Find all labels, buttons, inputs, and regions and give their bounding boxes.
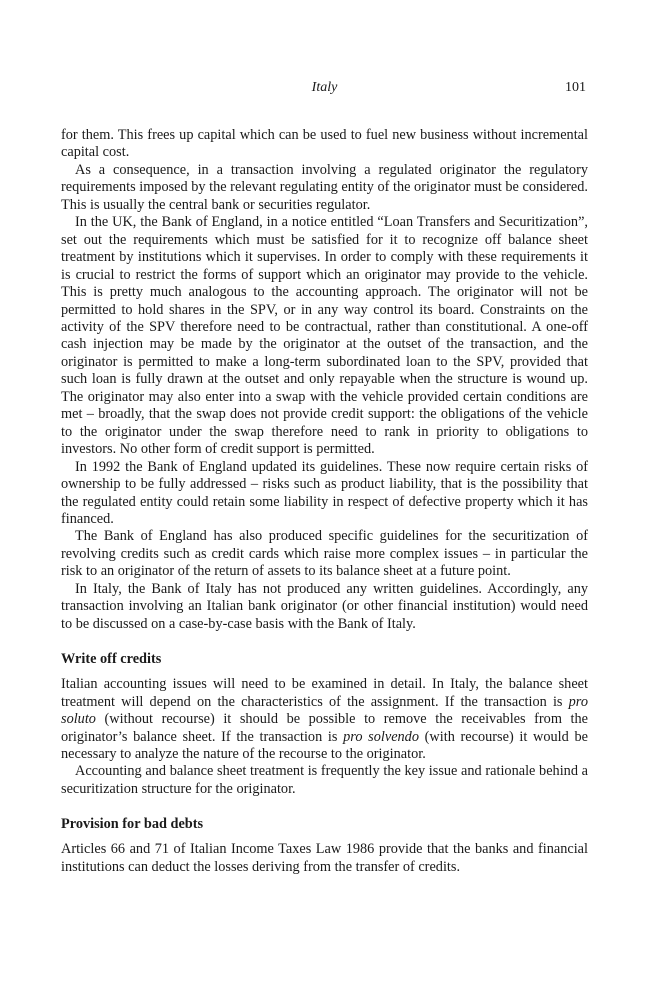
paragraph: In Italy, the Bank of Italy has not produced any written guidelines. Accordingly, any transaction involving an Italian bank originator (or other financial institution) would need to be discussed on a case-by-case basis with the Bank of Italy. — [61, 580, 588, 632]
text-run: Italian accounting issues will need to be examined in detail. In Italy, the balance sheet treatment will depend on the characteristics of the assignment. If the transaction is — [61, 676, 588, 710]
text-run: (with recourse) it would be necessary to analyze the nature of the recourse to the originator. — [61, 728, 588, 762]
italic-term: pro soluto — [61, 693, 588, 728]
body-text — [61, 127, 588, 876]
paragraph: The Bank of England has also produced specific guidelines for the securitization of revolving credits such as credit cards which raise more complex issues – in particular the risk to an originator of the return of assets to its balance sheet at a future point. — [61, 528, 588, 580]
running-head — [61, 80, 588, 100]
paragraph: As a consequence, in a transaction involving a regulated originator the regulatory requirements imposed by the relevant regulating entity of the originator must be considered. This is usually the central bank or securities regulator. — [61, 161, 588, 213]
paragraph: Accounting and balance sheet treatment is frequently the key issue and rationale behind a securitization structure for the originator. — [61, 763, 588, 797]
paragraph: for them. This frees up capital which can be used to fuel new business without incremental capital cost. — [61, 127, 588, 161]
paragraph — [61, 676, 588, 763]
text-run: (without recourse) it should be possible to remove the receivables from the originator’s balance sheet. If the transaction is — [61, 711, 588, 745]
section-heading-write-off-credits: Write off credits — [61, 651, 162, 668]
paragraph: In 1992 the Bank of England updated its guidelines. These now require certain risks of ownership to be fully addressed – risks such as product liability, that is the possibility that the regulated entity could retain some liability in respect of defective property which it has financed. — [61, 458, 588, 527]
running-title: Italy — [311, 80, 338, 95]
paragraph: In the UK, the Bank of England, in a notice entitled “Loan Transfers and Securitization”, set out the requirements which must be satisfied for it to recognize off balance sheet treatment by institutions which it supervises. In order to comply with these requirements it is crucial to restrict the forms of support which an originator may provide to the vehicle. This is pretty much analogous to the accounting approach. The originator will not be permitted to hold shares in the SPV, or in any way control its board. Constraints on the activity of the SPV therefore need to be contractual, rather than constitutional. A one-off cash injection may be made by the originator at the outset of the transaction, and the originator is permitted to make a long-term subordinated loan to the SPV, provided that such loan is fully drawn at the outset and only repayable when the structure is wound up. The originator may also enter into a swap with the vehicle provided certain conditions are met – broadly, that the swap does not provide credit support: the obligations of the vehicle to the originator under the swap therefore need to rank in priority to obligations to investors. No other form of credit support is permitted. — [61, 214, 588, 458]
section-heading-provision-for-bad-debts: Provision for bad debts — [61, 816, 204, 833]
paragraph: Articles 66 and 71 of Italian Income Taxes Law 1986 provide that the banks and financial institutions can deduct the losses deriving from the transfer of credits. — [61, 841, 588, 875]
page-number: 101 — [565, 80, 586, 95]
italic-term: pro solvendo — [343, 728, 419, 745]
